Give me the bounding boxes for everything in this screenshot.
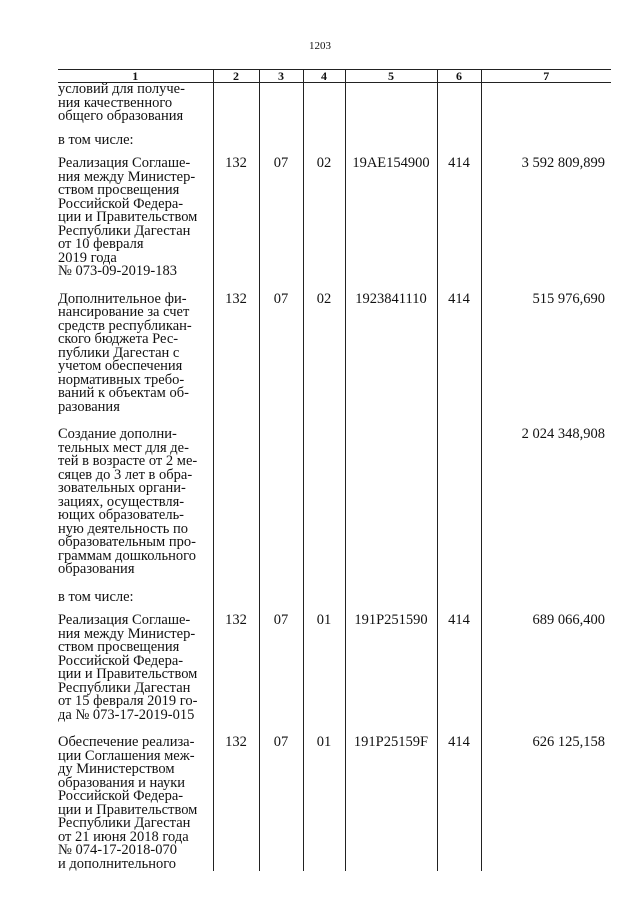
row-description: условий для получе- ния качественного общего образования — [58, 81, 185, 124]
cell-section — [259, 428, 303, 591]
cell-amount: 2 024 348,908 — [481, 428, 611, 591]
cell-section — [259, 591, 303, 615]
cell-section: 07 — [259, 736, 303, 871]
cell-subsection — [303, 134, 345, 158]
cell-code — [213, 591, 259, 615]
cell-subsection — [303, 591, 345, 615]
table-row — [58, 83, 611, 134]
cell-subsection: 01 — [303, 614, 345, 736]
column-header: 1 — [58, 70, 213, 83]
cell-section: 07 — [259, 293, 303, 429]
cell-subsection — [303, 83, 345, 134]
cell-section — [259, 134, 303, 158]
cell-amount: 626 125,158 — [481, 736, 611, 871]
column-header: 4 — [303, 70, 345, 83]
table-row — [58, 157, 611, 293]
cell-amount: 515 976,690 — [481, 293, 611, 429]
cell-target-article — [345, 83, 437, 134]
row-description: в том числе: — [58, 588, 134, 605]
cell-expense-type — [437, 134, 481, 158]
row-description: Обеспечение реализа- ции Соглашения меж- ду Министерством образования и науки Российской Федера- ции и Правительством Республики Дагестан от 21 июня 2018 года № 074-17-2018-070 и дополнительного — [58, 734, 198, 872]
column-header: 5 — [345, 70, 437, 83]
cell-code — [213, 83, 259, 134]
cell-target-article: 1923841110 — [345, 293, 437, 429]
cell-expense-type — [437, 591, 481, 615]
cell-subsection: 02 — [303, 293, 345, 429]
cell-expense-type: 414 — [437, 157, 481, 293]
table-row — [58, 591, 611, 615]
page-number: 1203 — [309, 40, 331, 52]
cell-subsection: 01 — [303, 736, 345, 871]
cell-expense-type: 414 — [437, 614, 481, 736]
table-row — [58, 428, 611, 591]
cell-amount — [481, 591, 611, 615]
cell-target-article — [345, 591, 437, 615]
cell-target-article: 191P251590 — [345, 614, 437, 736]
row-description: в том числе: — [58, 131, 134, 148]
cell-code: 132 — [213, 736, 259, 871]
table-row — [58, 736, 611, 871]
cell-expense-type — [437, 428, 481, 591]
cell-target-article — [345, 428, 437, 591]
row-description: Создание дополни- тельных мест для де- тей в возрасте от 2 ме- сяцев до 3 лет в обра- зовательных органи- зациях, осуществля- ющих образователь- ную деятельность по образовательным про- граммам дошкольного образования — [58, 426, 198, 577]
cell-target-article: 191P25159F — [345, 736, 437, 871]
cell-expense-type: 414 — [437, 293, 481, 429]
cell-subsection: 02 — [303, 157, 345, 293]
column-header: 3 — [259, 70, 303, 83]
column-header: 7 — [481, 70, 611, 83]
row-description: Реализация Соглаше- ния между Министер- ством просвещения Российской Федера- ции и Правительством Республики Дагестан от 10 февраля 2019 года № 073-09-2019-183 — [58, 155, 198, 279]
cell-section — [259, 83, 303, 134]
row-description: Реализация Соглаше- ния между Министер- ством просвещения Российской Федера- ции и Правительством Республики Дагестан от 15 февраля 2019 го- да № 073-17-2019-015 — [58, 612, 198, 723]
table-row — [58, 134, 611, 158]
cell-code: 132 — [213, 614, 259, 736]
cell-expense-type — [437, 83, 481, 134]
cell-amount — [481, 83, 611, 134]
cell-code: 132 — [213, 293, 259, 429]
row-description: Дополнительное фи- нансирование за счет средств республикан- ского бюджета Рес- публики Дагестан с учетом обеспечения нормативных требо- ваний к объектам об- разования — [58, 290, 192, 415]
cell-target-article: 19АЕ154900 — [345, 157, 437, 293]
cell-amount — [481, 134, 611, 158]
cell-target-article — [345, 134, 437, 158]
column-header: 6 — [437, 70, 481, 83]
column-header: 2 — [213, 70, 259, 83]
table-row — [58, 293, 611, 429]
cell-section: 07 — [259, 614, 303, 736]
cell-code — [213, 428, 259, 591]
cell-amount: 689 066,400 — [481, 614, 611, 736]
cell-subsection — [303, 428, 345, 591]
cell-code — [213, 134, 259, 158]
table-row — [58, 614, 611, 736]
cell-amount: 3 592 809,899 — [481, 157, 611, 293]
cell-section: 07 — [259, 157, 303, 293]
cell-code: 132 — [213, 157, 259, 293]
cell-expense-type: 414 — [437, 736, 481, 871]
budget-table — [58, 69, 611, 871]
